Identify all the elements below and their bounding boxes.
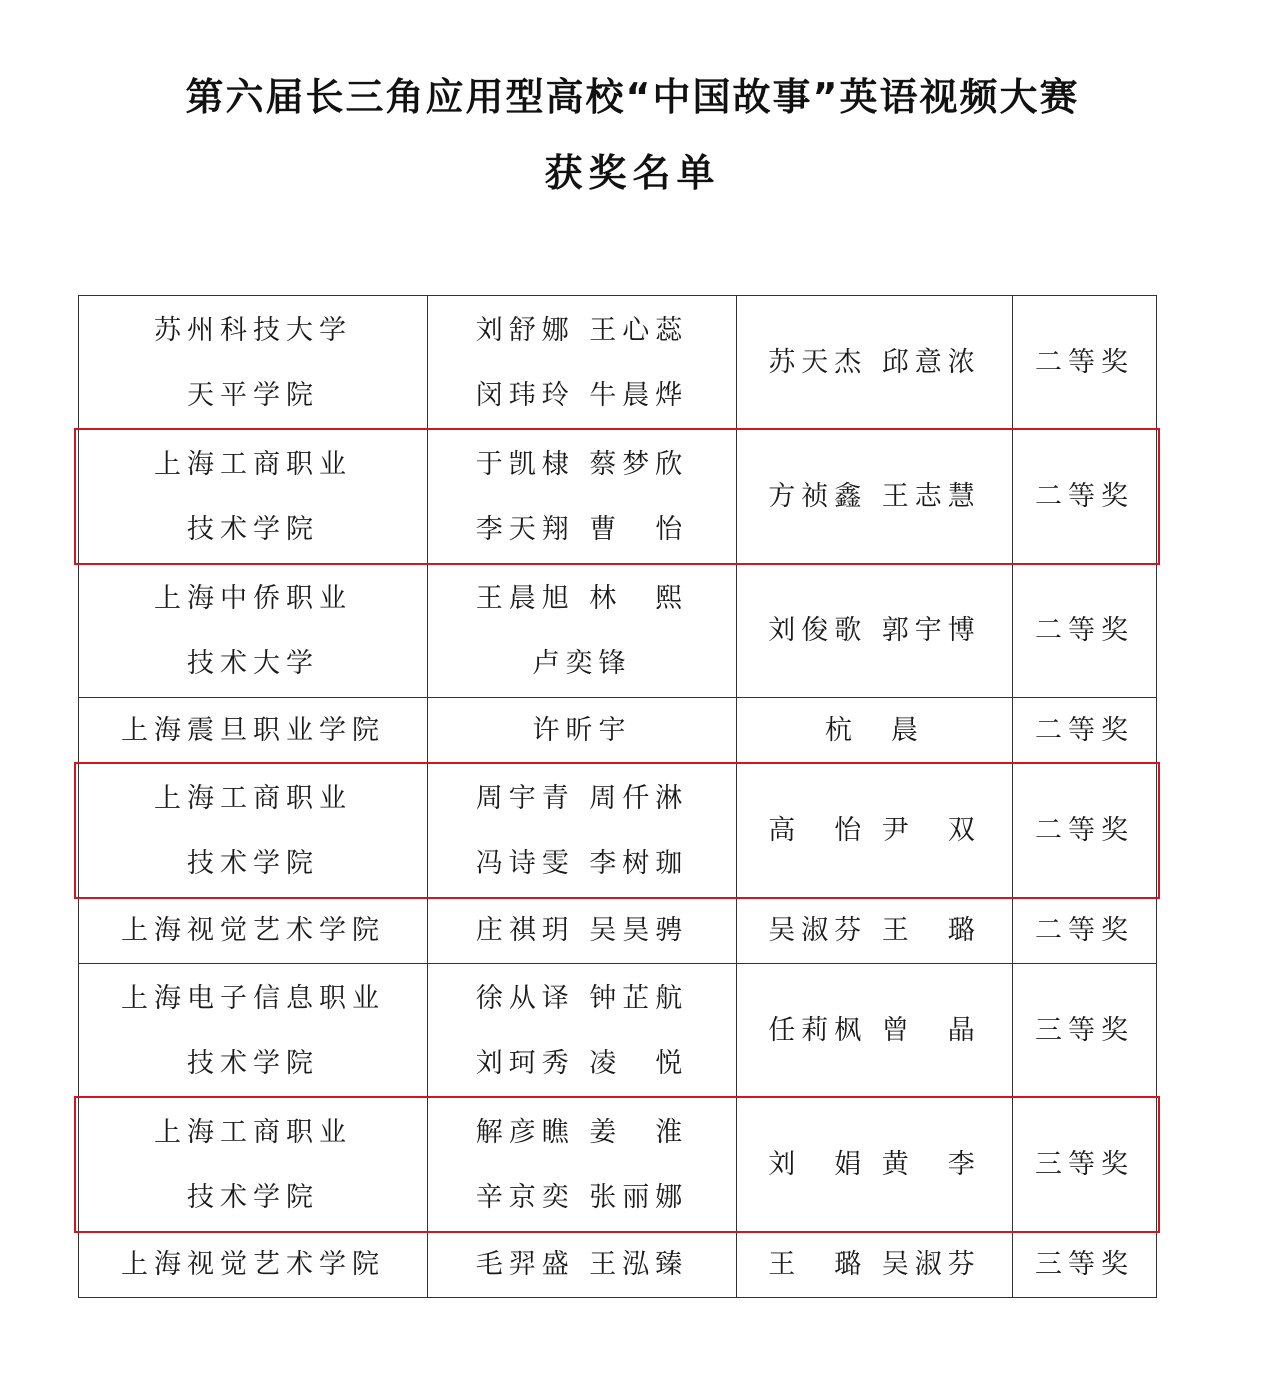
school-cell: 上海工商职业 技术学院: [79, 764, 428, 898]
awards-table: [78, 295, 1157, 1298]
award-cell: 三等奖: [1013, 1098, 1157, 1232]
table-row: [79, 1098, 1157, 1232]
school-cell: 上海工商职业 技术学院: [79, 430, 428, 564]
award-cell: 二等奖: [1013, 698, 1157, 764]
teachers-cell: 任莉枫 曾 晶: [737, 964, 1013, 1098]
students-cell: 刘舒娜 王心蕊 闵玮玲 牛晨烨: [428, 296, 737, 430]
teachers-cell: 刘俊歌 郭宇博: [737, 564, 1013, 698]
students-cell: 王晨旭 林 熙 卢奕锋: [428, 564, 737, 698]
students-cell: 徐从译 钟芷航 刘珂秀 凌 悦: [428, 964, 737, 1098]
teachers-cell: 高 怡 尹 双: [737, 764, 1013, 898]
students-cell: 周宇青 周仟淋 冯诗雯 李树珈: [428, 764, 737, 898]
table-row: [79, 898, 1157, 964]
award-cell: 三等奖: [1013, 964, 1157, 1098]
school-cell: 上海视觉艺术学院: [79, 1232, 428, 1298]
award-cell: 二等奖: [1013, 296, 1157, 430]
table-row: [79, 564, 1157, 698]
teachers-cell: 苏天杰 邱意浓: [737, 296, 1013, 430]
document-title: 第六届长三角应用型高校“中国故事”英语视频大赛: [185, 75, 1080, 119]
school-cell: 上海电子信息职业 技术学院: [79, 964, 428, 1098]
teachers-cell: 杭 晨: [737, 698, 1013, 764]
teachers-cell: 王 璐 吴淑芬: [737, 1232, 1013, 1298]
table-row: [79, 964, 1157, 1098]
students-cell: 许昕宇: [428, 698, 737, 764]
award-cell: 二等奖: [1013, 564, 1157, 698]
students-cell: 毛羿盛 王泓臻: [428, 1232, 737, 1298]
table-row: [79, 430, 1157, 564]
document-subtitle: 获奖名单: [544, 151, 721, 195]
school-cell: 上海视觉艺术学院: [79, 898, 428, 964]
award-cell: 二等奖: [1013, 430, 1157, 564]
students-cell: 庄祺玥 吴昊骋: [428, 898, 737, 964]
teachers-cell: 吴淑芬 王 璐: [737, 898, 1013, 964]
table-row: [79, 698, 1157, 764]
award-cell: 三等奖: [1013, 1232, 1157, 1298]
teachers-cell: 方祯鑫 王志慧: [737, 430, 1013, 564]
students-cell: 解彦瞧 姜 淮 辛京奕 张丽娜: [428, 1098, 737, 1232]
school-cell: 上海中侨职业 技术大学: [79, 564, 428, 698]
students-cell: 于凯棣 蔡梦欣 李天翔 曹 怡: [428, 430, 737, 564]
school-cell: 上海震旦职业学院: [79, 698, 428, 764]
table-row: [79, 296, 1157, 430]
award-cell: 二等奖: [1013, 898, 1157, 964]
school-cell: 苏州科技大学 天平学院: [79, 296, 428, 430]
table-row: [79, 764, 1157, 898]
award-cell: 二等奖: [1013, 764, 1157, 898]
school-cell: 上海工商职业 技术学院: [79, 1098, 428, 1232]
teachers-cell: 刘 娟 黄 李: [737, 1098, 1013, 1232]
table-row: [79, 1232, 1157, 1298]
